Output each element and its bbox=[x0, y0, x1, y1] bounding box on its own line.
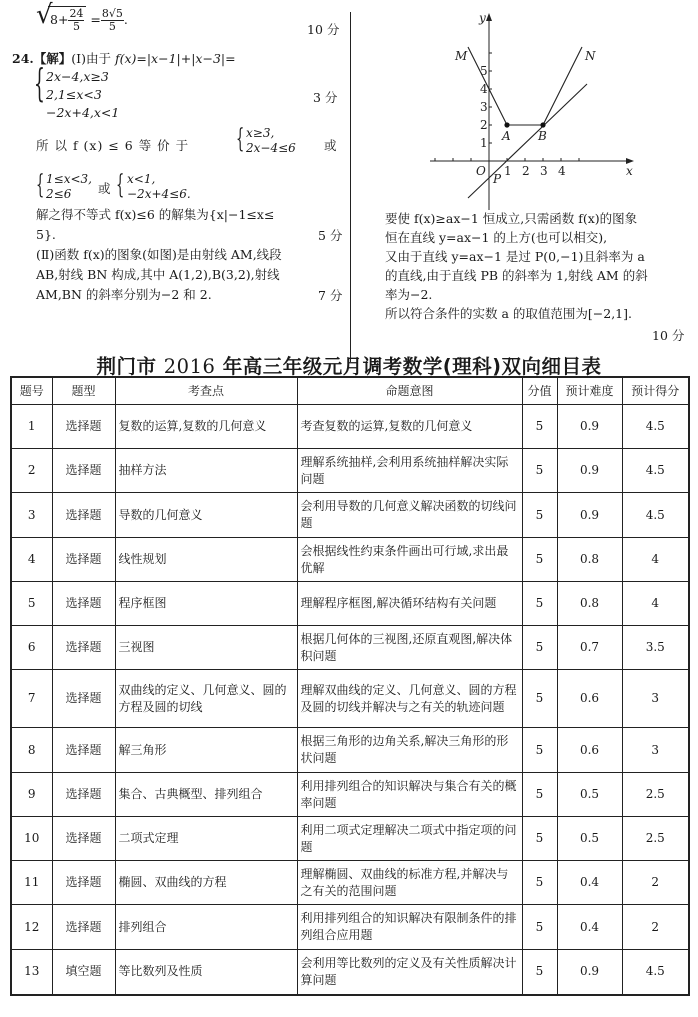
piece-3: −2x+4,x<1 bbox=[46, 105, 120, 120]
cell-intent: 考查复数的运算,复数的几何意义 bbox=[297, 405, 522, 449]
cell-score: 5 bbox=[522, 626, 557, 670]
cell-difficulty: 0.5 bbox=[557, 817, 622, 861]
y-tick-label-4: 4 bbox=[480, 82, 488, 96]
fraction-numerator: 24 bbox=[69, 7, 84, 20]
table-row bbox=[11, 905, 689, 950]
table-row bbox=[11, 950, 689, 995]
cell-intent: 理解椭圆、双曲线的标准方程,并解决与之有关的范围问题 bbox=[297, 861, 522, 905]
cell-difficulty: 0.5 bbox=[557, 773, 622, 817]
or-1: 或 bbox=[324, 138, 337, 153]
cell-point: 三视图 bbox=[115, 626, 297, 670]
score-10-right: 10 分 bbox=[652, 328, 685, 343]
system2-brace: { bbox=[36, 170, 45, 200]
point-n-label: N bbox=[585, 49, 596, 63]
header-type: 题型 bbox=[52, 377, 115, 405]
right-line1: 要使 f(x)≥ax−1 恒成立,只需函数 f(x)的图象 bbox=[385, 211, 638, 226]
cell-expected: 2 bbox=[622, 905, 689, 950]
table-row bbox=[11, 405, 689, 449]
header-expected: 预计得分 bbox=[622, 377, 689, 405]
cell-score: 5 bbox=[522, 582, 557, 626]
cell-point: 复数的运算,复数的几何意义 bbox=[115, 405, 297, 449]
cell-expected: 4.5 bbox=[622, 493, 689, 538]
cell-difficulty: 0.9 bbox=[557, 449, 622, 493]
x-tick-label-1: 1 bbox=[504, 164, 512, 178]
table-row bbox=[11, 538, 689, 582]
cell-expected: 4 bbox=[622, 538, 689, 582]
cell-difficulty: 0.8 bbox=[557, 538, 622, 582]
table-row bbox=[11, 449, 689, 493]
y-axis-arrow bbox=[486, 13, 492, 21]
cell-difficulty: 0.7 bbox=[557, 626, 622, 670]
x-tick-label-2: 2 bbox=[522, 164, 530, 178]
system3-brace: { bbox=[116, 170, 125, 200]
cell-expected: 4.5 bbox=[622, 405, 689, 449]
cell-score: 5 bbox=[522, 728, 557, 773]
piece-1: 2x−4,x≥3 bbox=[46, 69, 109, 84]
function-definition: f(x)=|x−1|+|x−3|= bbox=[114, 51, 236, 66]
cell-intent: 会利用等比数列的定义及有关性质解决计算问题 bbox=[297, 950, 522, 995]
cell-point: 椭圆、双曲线的方程 bbox=[115, 861, 297, 905]
header-point: 考查点 bbox=[115, 377, 297, 405]
cell-no: 9 bbox=[11, 773, 52, 817]
point-b bbox=[540, 122, 545, 127]
cell-type: 选择题 bbox=[52, 626, 115, 670]
cell-intent: 理解双曲线的定义、几何意义、圆的方程及圆的切线并解决与之有关的轨迹问题 bbox=[297, 670, 522, 728]
cell-difficulty: 0.9 bbox=[557, 950, 622, 995]
title-suffix: 年高三年级元月调考数学(理科)双向细目表 bbox=[222, 355, 602, 378]
cell-type: 选择题 bbox=[52, 405, 115, 449]
system3-line-a: x<1, bbox=[127, 172, 156, 186]
cell-intent: 利用二项式定理解决二项式中指定项的问题 bbox=[297, 817, 522, 861]
table-row bbox=[11, 493, 689, 538]
problem-24-header bbox=[12, 50, 236, 67]
cell-no: 3 bbox=[11, 493, 52, 538]
cell-type: 选择题 bbox=[52, 582, 115, 626]
cell-type: 选择题 bbox=[52, 728, 115, 773]
fraction-denominator: 5 bbox=[72, 20, 80, 33]
cell-type: 选择题 bbox=[52, 773, 115, 817]
cell-no: 1 bbox=[11, 405, 52, 449]
cell-no: 5 bbox=[11, 582, 52, 626]
cell-point: 抽样方法 bbox=[115, 449, 297, 493]
score-5: 5 分 bbox=[318, 228, 343, 243]
sqrt-expression bbox=[36, 0, 128, 33]
cell-expected: 4.5 bbox=[622, 950, 689, 995]
cell-expected: 3.5 bbox=[622, 626, 689, 670]
cell-type: 选择题 bbox=[52, 670, 115, 728]
cell-no: 6 bbox=[11, 626, 52, 670]
score-7: 7 分 bbox=[318, 288, 343, 303]
piecewise-brace: { bbox=[34, 61, 45, 105]
point-m-label: M bbox=[455, 49, 468, 63]
cell-score: 5 bbox=[522, 950, 557, 995]
x-axis-label: x bbox=[626, 164, 633, 178]
solution-set-line1: 解之得不等式 f(x)≤6 的解集为{x|−1≤x≤ bbox=[36, 207, 275, 222]
cell-intent: 会根据线性约束条件画出可行域,求出最优解 bbox=[297, 538, 522, 582]
cell-no: 2 bbox=[11, 449, 52, 493]
score-10: 10 分 bbox=[307, 22, 340, 37]
cell-expected: 3 bbox=[622, 728, 689, 773]
cell-intent: 根据几何体的三视图,还原直观图,解决体积问题 bbox=[297, 626, 522, 670]
cell-difficulty: 0.6 bbox=[557, 670, 622, 728]
cell-score: 5 bbox=[522, 405, 557, 449]
y-tick-label-5: 5 bbox=[480, 64, 488, 78]
point-a bbox=[504, 122, 509, 127]
cell-type: 选择题 bbox=[52, 449, 115, 493]
fraction-denominator: 5 bbox=[108, 20, 116, 33]
cell-score: 5 bbox=[522, 773, 557, 817]
fraction-numerator: 8√5 bbox=[101, 7, 123, 20]
cell-expected: 4.5 bbox=[622, 449, 689, 493]
cell-difficulty: 0.9 bbox=[557, 493, 622, 538]
equivalence-text: 所 以 f (x) ≤ 6 等 价 于 bbox=[36, 138, 190, 153]
sqrt-radical: √ 8+ $\frac{24}{5}$ bbox=[36, 6, 86, 33]
right-line5: 率为−2. bbox=[385, 287, 433, 302]
column-divider bbox=[350, 12, 351, 362]
part2-line3: AM,BN 的斜率分别为−2 和 2. bbox=[36, 287, 212, 302]
table-header-row bbox=[11, 377, 689, 405]
cell-point: 程序框图 bbox=[115, 582, 297, 626]
cell-point: 线性规划 bbox=[115, 538, 297, 582]
header-intent: 命题意图 bbox=[297, 377, 522, 405]
y-tick-label-2: 2 bbox=[480, 118, 488, 132]
cell-score: 5 bbox=[522, 449, 557, 493]
cell-point: 解三角形 bbox=[115, 728, 297, 773]
table-row bbox=[11, 728, 689, 773]
point-a-label: A bbox=[502, 129, 511, 143]
table-row bbox=[11, 582, 689, 626]
cell-point: 等比数列及性质 bbox=[115, 950, 297, 995]
cell-expected: 4 bbox=[622, 582, 689, 626]
score-3: 3 分 bbox=[313, 90, 338, 105]
cell-expected: 3 bbox=[622, 670, 689, 728]
table-row bbox=[11, 861, 689, 905]
fraction-24-5 bbox=[68, 8, 84, 33]
or-2: 或 bbox=[98, 181, 111, 196]
cell-no: 8 bbox=[11, 728, 52, 773]
cell-expected: 2 bbox=[622, 861, 689, 905]
cell-type: 选择题 bbox=[52, 861, 115, 905]
system1-line-a: x≥3, bbox=[246, 126, 275, 140]
cell-intent: 会利用导数的几何意义解决函数的切线问题 bbox=[297, 493, 522, 538]
cell-type: 选择题 bbox=[52, 493, 115, 538]
cell-point: 导数的几何意义 bbox=[115, 493, 297, 538]
point-p-label: P bbox=[493, 172, 502, 186]
ray-bn bbox=[543, 47, 582, 125]
title-year: 2016 bbox=[163, 355, 216, 378]
cell-intent: 利用排列组合的知识解决与集合有关的概率问题 bbox=[297, 773, 522, 817]
cell-type: 填空题 bbox=[52, 950, 115, 995]
system2-line-a: 1≤x<3, bbox=[46, 172, 92, 186]
right-line3: 又由于直线 y=ax−1 是过 P(0,−1)且斜率为 a bbox=[385, 249, 645, 264]
table-row bbox=[11, 773, 689, 817]
title-prefix: 荆门市 bbox=[96, 355, 157, 378]
cell-no: 12 bbox=[11, 905, 52, 950]
cell-difficulty: 0.9 bbox=[557, 405, 622, 449]
cell-difficulty: 0.4 bbox=[557, 905, 622, 950]
function-graph bbox=[430, 5, 650, 210]
table-row bbox=[11, 626, 689, 670]
table-row bbox=[11, 817, 689, 861]
table-title bbox=[0, 351, 698, 379]
piece-2: 2,1≤x<3 bbox=[46, 87, 102, 102]
cell-no: 10 bbox=[11, 817, 52, 861]
cell-point: 双曲线的定义、几何意义、圆的方程及圆的切线 bbox=[115, 670, 297, 728]
problem-label: 24.【解】 bbox=[12, 51, 72, 66]
cell-score: 5 bbox=[522, 905, 557, 950]
cell-expected: 2.5 bbox=[622, 773, 689, 817]
point-b-label: B bbox=[538, 129, 547, 143]
cell-score: 5 bbox=[522, 861, 557, 905]
cell-score: 5 bbox=[522, 670, 557, 728]
system1-line-b: 2x−4≤6 bbox=[246, 141, 296, 155]
cell-point: 二项式定理 bbox=[115, 817, 297, 861]
cell-type: 选择题 bbox=[52, 905, 115, 950]
table-row bbox=[11, 670, 689, 728]
sqrt-term: 8+ bbox=[50, 12, 69, 27]
x-tick-label-3: 3 bbox=[540, 164, 548, 178]
header-difficulty: 预计难度 bbox=[557, 377, 622, 405]
y-tick-label-3: 3 bbox=[480, 100, 488, 114]
cell-difficulty: 0.4 bbox=[557, 861, 622, 905]
cell-type: 选择题 bbox=[52, 817, 115, 861]
equals-sign: = bbox=[90, 12, 101, 27]
part2-line1: (Ⅱ)函数 f(x)的图象(如图)是由射线 AM,线段 bbox=[36, 247, 282, 262]
cell-point: 排列组合 bbox=[115, 905, 297, 950]
cell-no: 13 bbox=[11, 950, 52, 995]
cell-expected: 2.5 bbox=[622, 817, 689, 861]
cell-point: 集合、古典概型、排列组合 bbox=[115, 773, 297, 817]
right-line2: 恒在直线 y=ax−1 的上方(也可以相交), bbox=[385, 230, 608, 245]
period: . bbox=[123, 12, 128, 27]
cell-difficulty: 0.6 bbox=[557, 728, 622, 773]
part1-intro: (Ⅰ)由于 bbox=[71, 51, 111, 66]
system1-brace: { bbox=[236, 124, 245, 154]
cell-no: 4 bbox=[11, 538, 52, 582]
right-line6: 所以符合条件的实数 a 的取值范围为[−2,1]. bbox=[385, 306, 632, 321]
system3-line-b: −2x+4≤6. bbox=[127, 187, 191, 201]
header-no: 题号 bbox=[11, 377, 52, 405]
cell-intent: 利用排列组合的知识解决有限制条件的排列组合应用题 bbox=[297, 905, 522, 950]
cell-no: 11 bbox=[11, 861, 52, 905]
cell-type: 选择题 bbox=[52, 538, 115, 582]
cell-difficulty: 0.8 bbox=[557, 582, 622, 626]
cell-intent: 根据三角形的边角关系,解决三角形的形状问题 bbox=[297, 728, 522, 773]
cell-score: 5 bbox=[522, 493, 557, 538]
header-score: 分值 bbox=[522, 377, 557, 405]
cell-intent: 理解系统抽样,会利用系统抽样解决实际问题 bbox=[297, 449, 522, 493]
fraction-result bbox=[101, 8, 124, 33]
y-tick-label-1: 1 bbox=[480, 136, 488, 150]
part2-line2: AB,射线 BN 构成,其中 A(1,2),B(3,2),射线 bbox=[36, 267, 280, 282]
y-axis-label: y bbox=[479, 11, 486, 25]
cell-score: 5 bbox=[522, 538, 557, 582]
origin-label: O bbox=[476, 164, 486, 178]
cell-intent: 理解程序框图,解决循环结构有关问题 bbox=[297, 582, 522, 626]
solution-set-line2: 5}. bbox=[36, 227, 56, 242]
right-line4: 的直线,由于直线 PB 的斜率为 1,射线 AM 的斜 bbox=[385, 268, 648, 283]
x-tick-label-4: 4 bbox=[558, 164, 566, 178]
cell-score: 5 bbox=[522, 817, 557, 861]
specification-table bbox=[10, 376, 690, 996]
system2-line-b: 2≤6 bbox=[46, 187, 72, 201]
cell-no: 7 bbox=[11, 670, 52, 728]
